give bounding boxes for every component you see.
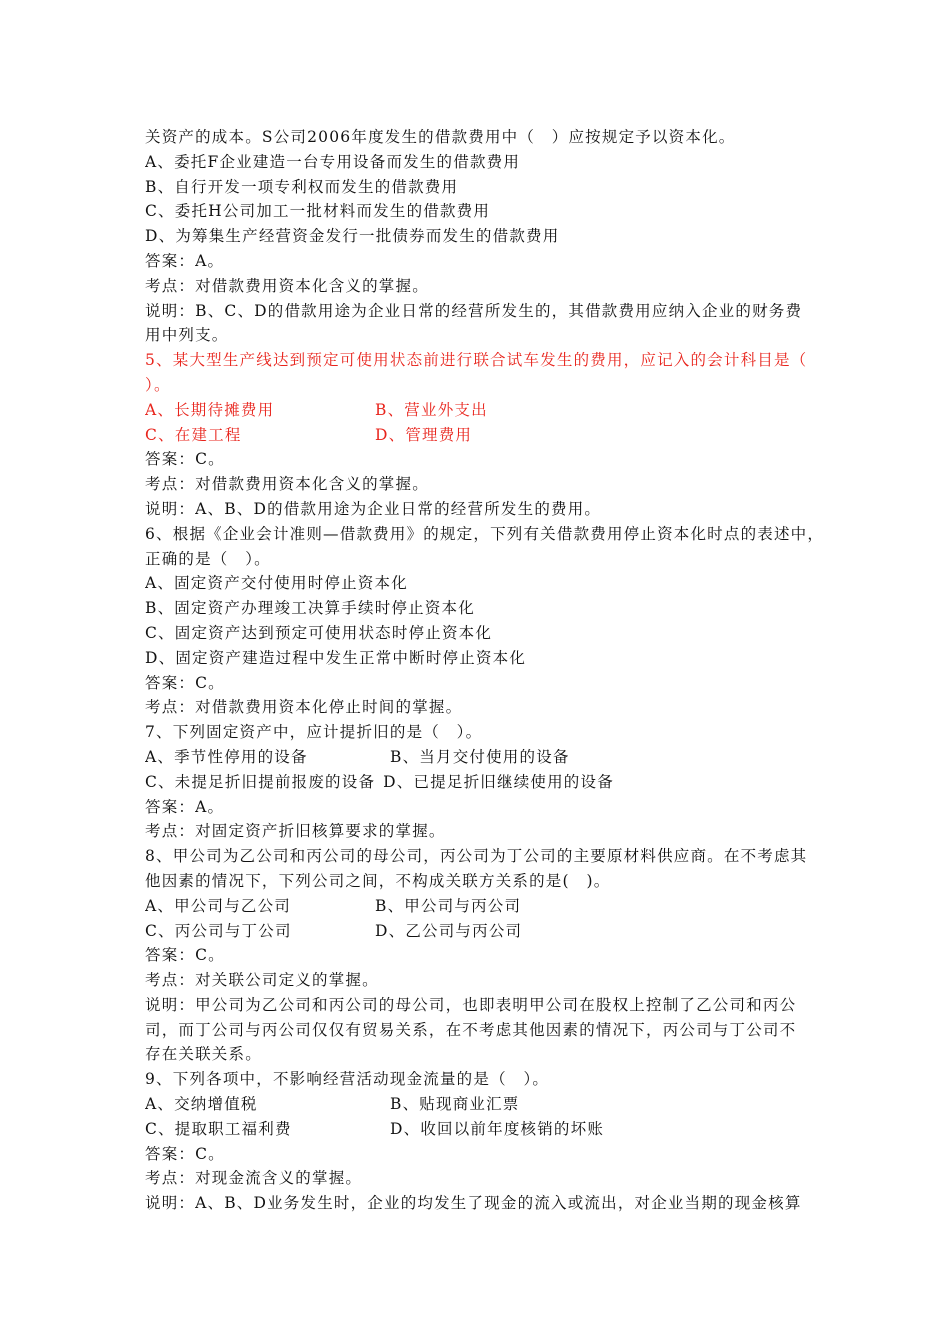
document-body [145, 125, 825, 1216]
question-7-options-row [145, 770, 825, 795]
option-line: D、固定资产建造过程中发生正常中断时停止资本化 [145, 648, 527, 667]
option-c: C、在建工程 [145, 425, 242, 444]
option-line: C、委托H公司加工一批材料而发生的借款费用 [145, 202, 491, 221]
key-point-line: 考点：对关联公司定义的掌握。 [145, 971, 379, 990]
option-a: A、季节性停用的设备 [145, 747, 308, 766]
key-point-line: 考点：对借款费用资本化含义的掌握。 [145, 276, 429, 295]
option-d: D、已提足折旧继续使用的设备 [383, 772, 614, 791]
explanation-line: 说明：甲公司为乙公司和丙公司的母公司，也即表明甲公司在股权上控制了乙公司和丙公 [145, 995, 797, 1014]
explanation-line: 说明：A、B、D的借款用途为企业日常的经营所发生的费用。 [145, 499, 602, 518]
answer-line: 答案：C。 [145, 450, 225, 469]
answer-line: 答案：C。 [145, 673, 225, 692]
question-5-stem: 5、某大型生产线达到预定可使用状态前进行联合试车发生的费用，应记入的会计科目是（ [145, 351, 808, 370]
question-8-options-row [145, 894, 825, 919]
option-a: A、长期待摊费用 [145, 400, 275, 419]
option-line: B、自行开发一项专利权而发生的借款费用 [145, 177, 459, 196]
explanation-line: 说明：A、B、D业务发生时，企业的均发生了现金的流入或流出，对企业当期的现金核算 [145, 1194, 802, 1213]
explanation-line: 说明：B、C、D的借款用途为企业日常的经营所发生的，其借款费用应纳入企业的财务费 [145, 301, 803, 320]
question-5-options-row [145, 398, 825, 423]
text-line: 关资产的成本。S公司2006年度发生的借款费用中（ ）应按规定予以资本化。 [145, 128, 736, 146]
question-9-stem: 9、下列各项中，不影响经营活动现金流量的是（ ）。 [145, 1070, 550, 1089]
answer-line: 答案：C。 [145, 946, 225, 965]
option-line: C、固定资产达到预定可使用状态时停止资本化 [145, 623, 493, 642]
answer-line: 答案：A。 [145, 797, 225, 816]
key-point-line: 考点：对借款费用资本化含义的掌握。 [145, 475, 429, 494]
option-c: C、提取职工福利费 [145, 1119, 292, 1138]
option-line: B、固定资产办理竣工决算手续时停止资本化 [145, 599, 475, 618]
option-line: D、为筹集生产经营资金发行一批债券而发生的借款费用 [145, 227, 560, 246]
option-line: A、固定资产交付使用时停止资本化 [145, 574, 408, 593]
option-b: B、甲公司与丙公司 [375, 896, 522, 915]
answer-line: 答案：A。 [145, 251, 225, 270]
option-a: A、甲公司与乙公司 [145, 896, 291, 915]
explanation-line: 用中列支。 [145, 326, 229, 345]
question-8-stem: 8、甲公司为乙公司和丙公司的母公司，丙公司为丁公司的主要原材料供应商。在不考虑其 [145, 847, 808, 866]
option-d: D、管理费用 [375, 425, 473, 444]
explanation-line: 司，而丁公司与丙公司仅仅有贸易关系，在不考虑其他因素的情况下，丙公司与丁公司不 [145, 1020, 797, 1039]
question-5-options-row [145, 423, 825, 448]
question-5-stem: ）。 [145, 375, 171, 394]
option-d: D、乙公司与丙公司 [375, 921, 523, 940]
option-b: B、贴现商业汇票 [390, 1095, 520, 1114]
option-line: A、委托F企业建造一台专用设备而发生的借款费用 [145, 152, 521, 171]
question-8-stem: 他因素的情况下，下列公司之间，不构成关联方关系的是( )。 [145, 871, 611, 890]
question-7-stem: 7、下列固定资产中，应计提折旧的是（ ）。 [145, 723, 483, 742]
option-c: C、丙公司与丁公司 [145, 921, 292, 940]
key-point-line: 考点：对固定资产折旧核算要求的掌握。 [145, 822, 446, 841]
question-7-options-row [145, 745, 825, 770]
question-9-options-row [145, 1117, 825, 1142]
option-d: D、收回以前年度核销的坏账 [390, 1119, 605, 1138]
question-6-stem: 正确的是（ ）。 [145, 549, 271, 568]
question-8-options-row [145, 919, 825, 944]
option-a: A、交纳增值税 [145, 1095, 258, 1114]
question-6-stem: 6、根据《企业会计准则—借款费用》的规定，下列有关借款费用停止资本化时点的表述中， [145, 524, 825, 543]
key-point-line: 考点：对借款费用资本化停止时间的掌握。 [145, 698, 463, 717]
key-point-line: 考点：对现金流含义的掌握。 [145, 1169, 363, 1188]
question-9-options-row [145, 1092, 825, 1117]
explanation-line: 存在关联关系。 [145, 1045, 262, 1064]
answer-line: 答案：C。 [145, 1144, 225, 1163]
option-b: B、当月交付使用的设备 [390, 747, 570, 766]
option-c: C、未提足折旧提前报废的设备 [145, 772, 376, 791]
option-b: B、营业外支出 [375, 400, 488, 419]
